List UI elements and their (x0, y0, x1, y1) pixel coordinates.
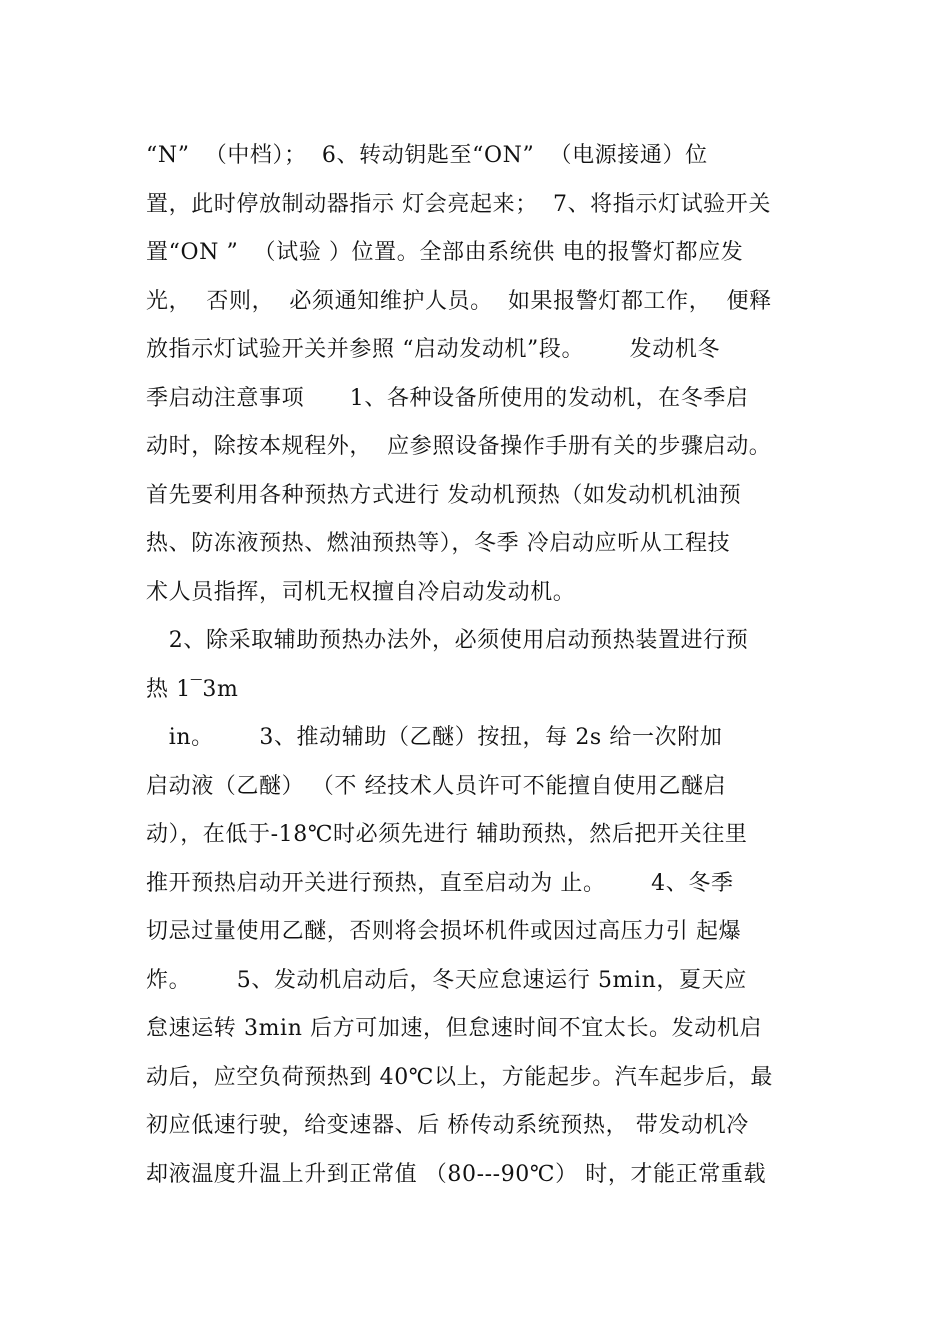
text-line: 切忌过量使用乙醚，否则将会损坏机件或因过高压力引 起爆 (146, 919, 742, 944)
text-line: 2、除采取辅助预热办法外，必须使用启动预热装置进行预 (146, 628, 749, 653)
text-line: 初应低速行驶，给变速器、后 桥传动系统预热， 带发动机冷 (146, 1113, 749, 1138)
text-line: 置“ON ” （试验 ）位置。全部由系统供 电的报警灯都应发 (146, 240, 744, 265)
text-line: 动时，除按本规程外， 应参照设备操作手册有关的步骤启动。 (146, 434, 772, 459)
text-line: 推开预热启动开关进行预热，直至启动为 止。 4、冬季 (146, 870, 734, 896)
text-line: 季启动注意事项 1、各种设备所使用的发动机，在冬季启 (146, 385, 749, 411)
text-line: 怠速运转 3min 后方可加速，但怠速时间不宜太长。发动机启 (146, 1016, 763, 1041)
text-line: in。 3、推动辅助（乙醚）按扭，每 2s 给一次附加 (146, 725, 723, 750)
text-line: 热、防冻液预热、燃油预热等），冬季 冷启动应听从工程技 (146, 531, 731, 556)
text-line: 置，此时停放制动器指示 灯会亮起来； 7、将指示灯试验开关 (146, 191, 771, 217)
text-line: 启动液（乙醚） （不 经技术人员许可不能擅自使用乙醚启 (146, 773, 727, 799)
text-line: “N” （中档）； 6、转动钥匙至“ON” （电源接通）位 (146, 143, 708, 168)
text-line: 动），在低于-18℃时必须先进行 辅助预热，然后把开关往里 (146, 822, 748, 847)
text-line: 首先要利用各种预热方式进行 发动机预热（如发动机机油预 (146, 482, 742, 508)
text-line: 放指示灯试验开关并参照 “启动发动机”段。 发动机冬 (146, 337, 721, 362)
text-line: 炸。 5、发动机启动后，冬天应怠速运行 5min，夏天应 (146, 967, 747, 993)
text-line: 动后，应空负荷预热到 40℃以上，方能起步。汽车起步后，最 (146, 1064, 773, 1090)
text-line: 术人员指挥，司机无权擅自冷启动发动机。 (146, 579, 576, 605)
text-line: 热 1‾3m (146, 676, 239, 702)
text-line: 却液温度升温上升到正常值 （80---90℃） 时，才能正常重载 (146, 1161, 767, 1187)
body-text (146, 132, 810, 1199)
text-line: 光， 否则， 必须通知维护人员。 如果报警灯都工作， 便释 (146, 288, 772, 314)
